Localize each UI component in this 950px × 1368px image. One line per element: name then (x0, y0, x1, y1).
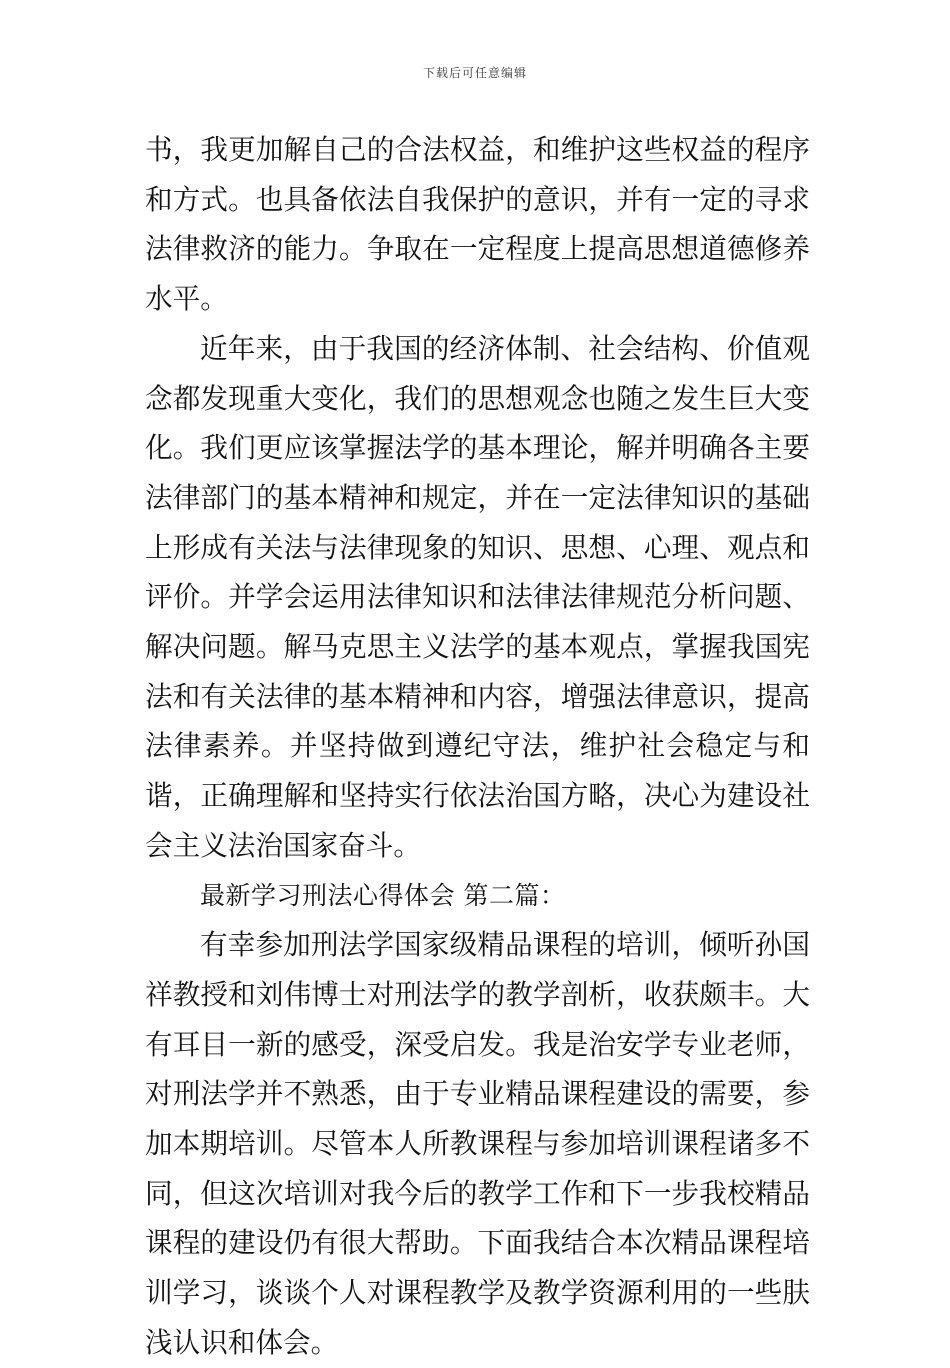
page-header: 下载后可任意编辑 (422, 66, 527, 80)
paragraph-training: 有幸参加刑法学国家级精品课程的培训，倾听孙国祥教授和刘伟博士对刑法学的教学剖析，收获颇丰。大有耳目一新的感受，深受启发。我是治安学专业老师，对刑法学并不熟悉，由于专业精品课程建设的需要，参加本期培训。尽管本人所教课程与参加培训课程诸多不同，但这次培训对我今后的教学工作和下一步我校精品课程的建设仍有很大帮助。下面我结合本次精品课程培训学习，谈谈个人对课程教学及教学资源利用的一些肤浅认识和体会。 (145, 928, 810, 1359)
paragraph-recent-years: 近年来，由于我国的经济体制、社会结构、价值观念都发现重大变化，我们的思想观念也随之发生巨大变化。我们更应该掌握法学的基本理论，解并明确各主要法律部门的基本精神和规定，并在一定法律知识的基础上形成有关法与法律现象的知识、思想、心理、观点和评价。并学会运用法律知识和法律法律规范分析问题、解决问题。解马克思主义法学的基本观点，掌握我国宪法和有关法律的基本精神和内容，增强法律意识，提高法律素养。并坚持做到遵纪守法，维护社会稳定与和谐，正确理解和坚持实行依法治国方略，决心为建设社会主义法治国家奋斗。 (145, 331, 810, 862)
paragraph-continuation: 书，我更加解自己的合法权益，和维护这些权益的程序和方式。也具备依法自我保护的意识，并有一定的寻求法律救济的能力。争取在一定程度上提高思想道德修养水平。 (145, 133, 810, 316)
document-body (145, 125, 810, 1368)
section-heading: 最新学习刑法心得体会 第二篇： (200, 880, 566, 910)
